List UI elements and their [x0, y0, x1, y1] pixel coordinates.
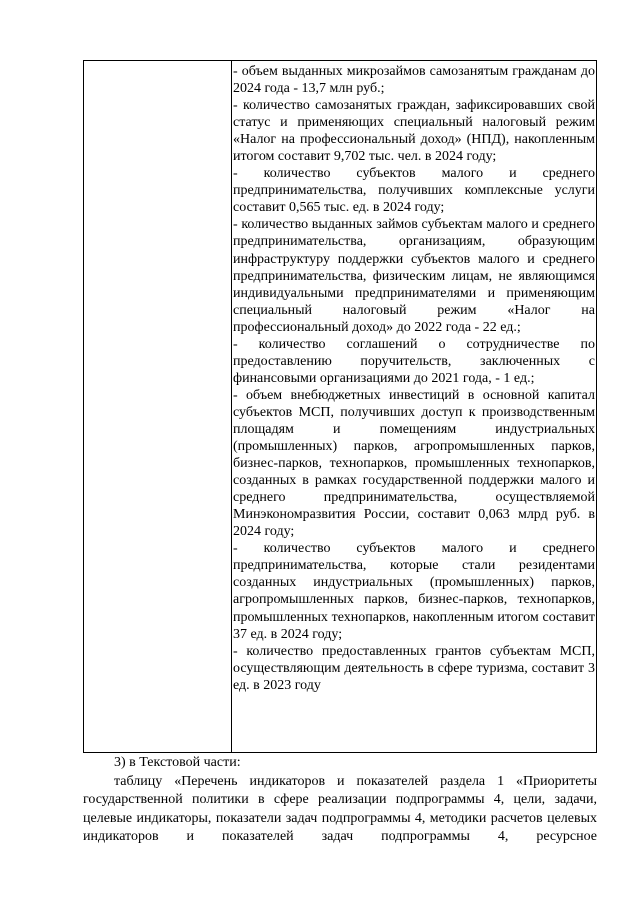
list-item: - количество выданных займов субъектам малого и среднего предпринимательства, организациям, образующим инфраструктуру поддержки субъектов малого и среднего предпринимательства, физическим лицам, не являющимся индивидуальными предпринимателями и применяющим специальный налоговый режим «Налог на профессиональный доход» до 2022 года - 22 ед.;: [233, 217, 595, 335]
list-item: - количество предоставленных грантов субъектам МСП, осуществляющим деятельность в сфере туризма, составит 3 ед. в 2023 году: [233, 643, 595, 693]
table-right-cell: [233, 63, 595, 694]
indicator-table: [83, 60, 597, 753]
body-paragraph: таблицу «Перечень индикаторов и показателей раздела 1 «Приоритеты государственной политики в сфере реализации подпрограммы 4, цели, задачи, целевые индикаторы, показатели задач подпрограммы 4, методики расчетов целевых индикаторов и показателей задач подпрограммы 4, ресурсное: [83, 773, 597, 845]
list-item: - количество субъектов малого и среднего предпринимательства, которые стали резидентами созданных индустриальных (промышленных) парков, агропромышленных парков, бизнес-парков, технопарков, промышленных технопарков, накопленным итогом составит 37 ед. в 2024 году;: [233, 541, 595, 642]
section-heading: 3) в Текстовой части:: [114, 755, 241, 770]
table-left-cell: [84, 61, 232, 752]
list-item: - количество самозанятых граждан, зафиксировавших свой статус и применяющих специальный налоговый режим «Налог на профессиональный доход» (НПД), накопленным итогом составит 9,702 тыс. чел. в 2024 году;: [233, 98, 595, 165]
list-item: - количество соглашений о сотрудничестве по предоставлению поручительств, заключенных с финансовыми организациями до 2021 года, - 1 ед.;: [233, 336, 595, 386]
list-item: - объем выданных микрозаймов самозанятым гражданам до 2024 года - 13,7 млн руб.;: [233, 64, 595, 97]
list-item: - объем внебюджетных инвестиций в основной капитал субъектов МСП, получивших доступ к производственным площадям и помещениям индустриальных (промышленных) парков, агропромышленных парков, бизнес-парков, технопарков, промышленных технопарков, созданных в рамках государственной поддержки малого и среднего предпринимательства, осуществляемой Минэкономразвития России, составит 0,063 млрд руб. в 2024 году;: [233, 387, 595, 540]
document-body: [83, 754, 597, 847]
list-item: - количество субъектов малого и среднего предпринимательства, получивших комплексные услуги составит 0,565 тыс. ед. в 2024 году;: [233, 166, 595, 216]
